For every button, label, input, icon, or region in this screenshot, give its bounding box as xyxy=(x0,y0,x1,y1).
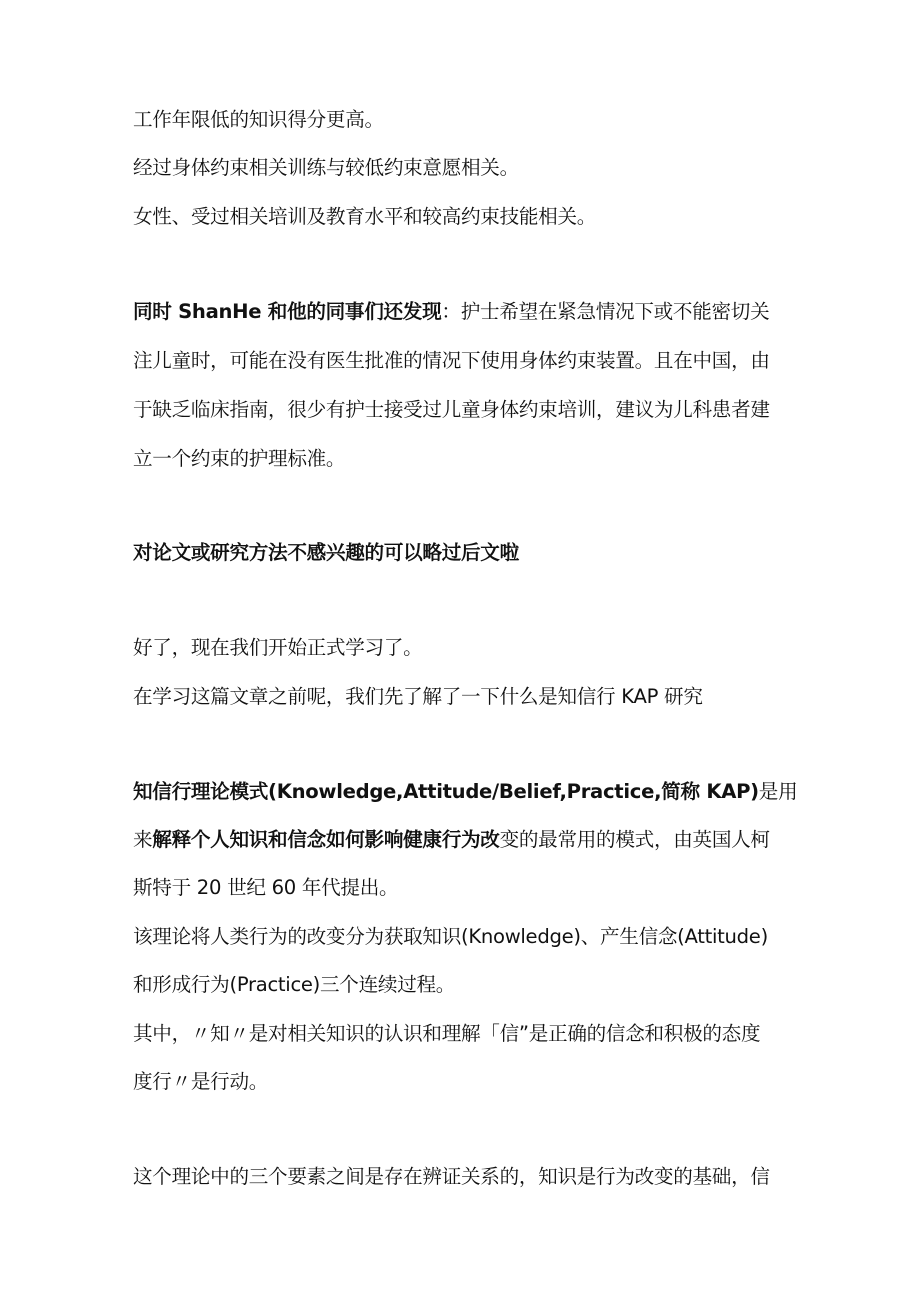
text-line xyxy=(133,874,398,902)
text: 工作年限低的知识得分更高。 xyxy=(133,108,384,131)
text-line xyxy=(133,396,770,424)
text: 经过身体约束相关训练与较低约束意愿相关。 xyxy=(133,156,519,179)
text: ：护士希望在紧急情况下或不能密切关 xyxy=(441,300,770,323)
text: 变的最常用的模式，由英国人柯 xyxy=(499,828,770,851)
text-line xyxy=(133,1020,760,1048)
text: 来 xyxy=(133,828,153,851)
text: 于缺乏临床指南，很少有护士接受过儿童身体约束培训，建议为儿科患者建 xyxy=(133,398,770,421)
text: 立一个约束的护理标准。 xyxy=(133,447,346,470)
text: 女性、受过相关培训及教育水平和较高约束技能相关。 xyxy=(133,205,597,228)
text-line xyxy=(133,154,519,182)
bold-text: 解释个人知识和信念如何影响健康行为改 xyxy=(152,828,500,851)
text-line xyxy=(133,683,703,711)
text-line xyxy=(133,203,596,231)
text-line xyxy=(133,539,519,567)
text-line xyxy=(133,1163,770,1191)
text-line xyxy=(133,971,455,999)
text: 其中，〃知〃是对相关知识的认识和理解「信”是正确的信念和积极的态度 xyxy=(133,1022,761,1045)
text-line xyxy=(133,298,769,326)
text: 度行〃是行动。 xyxy=(133,1070,269,1093)
bold-text: 同时 ShanHe 和他的同事们还发现 xyxy=(133,300,442,323)
text-line xyxy=(133,923,768,951)
text-line xyxy=(133,106,384,134)
text-line xyxy=(133,634,422,662)
text: 是用 xyxy=(758,780,798,803)
text: 这个理论中的三个要素之间是存在辨证关系的，知识是行为改变的基础，信 xyxy=(133,1165,770,1188)
text: 和形成行为(Practice)三个连续过程。 xyxy=(133,973,456,996)
text-line xyxy=(133,347,770,375)
text: 好了，现在我们开始正式学习了。 xyxy=(133,636,423,659)
text-line xyxy=(133,445,345,473)
text-line xyxy=(133,778,797,806)
text-line xyxy=(133,1068,268,1096)
text: 注儿童时，可能在没有医生批准的情况下使用身体约束装置。且在中国，由 xyxy=(133,349,770,372)
bold-text: 对论文或研究方法不感兴趣的可以略过后文啦 xyxy=(133,541,519,564)
text: 在学习这篇文章之前呢，我们先了解了一下什么是知信行 KAP 研究 xyxy=(133,685,703,708)
bold-text: 知信行理论模式(Knowledge,Attitude/Belief,Practice,简称 KAP) xyxy=(133,780,759,803)
text: 斯特于 20 世纪 60 年代提出。 xyxy=(133,876,399,899)
text: 该理论将人类行为的改变分为获取知识(Knowledge)、产生信念(Attitude) xyxy=(133,925,768,948)
text-line xyxy=(133,826,770,854)
